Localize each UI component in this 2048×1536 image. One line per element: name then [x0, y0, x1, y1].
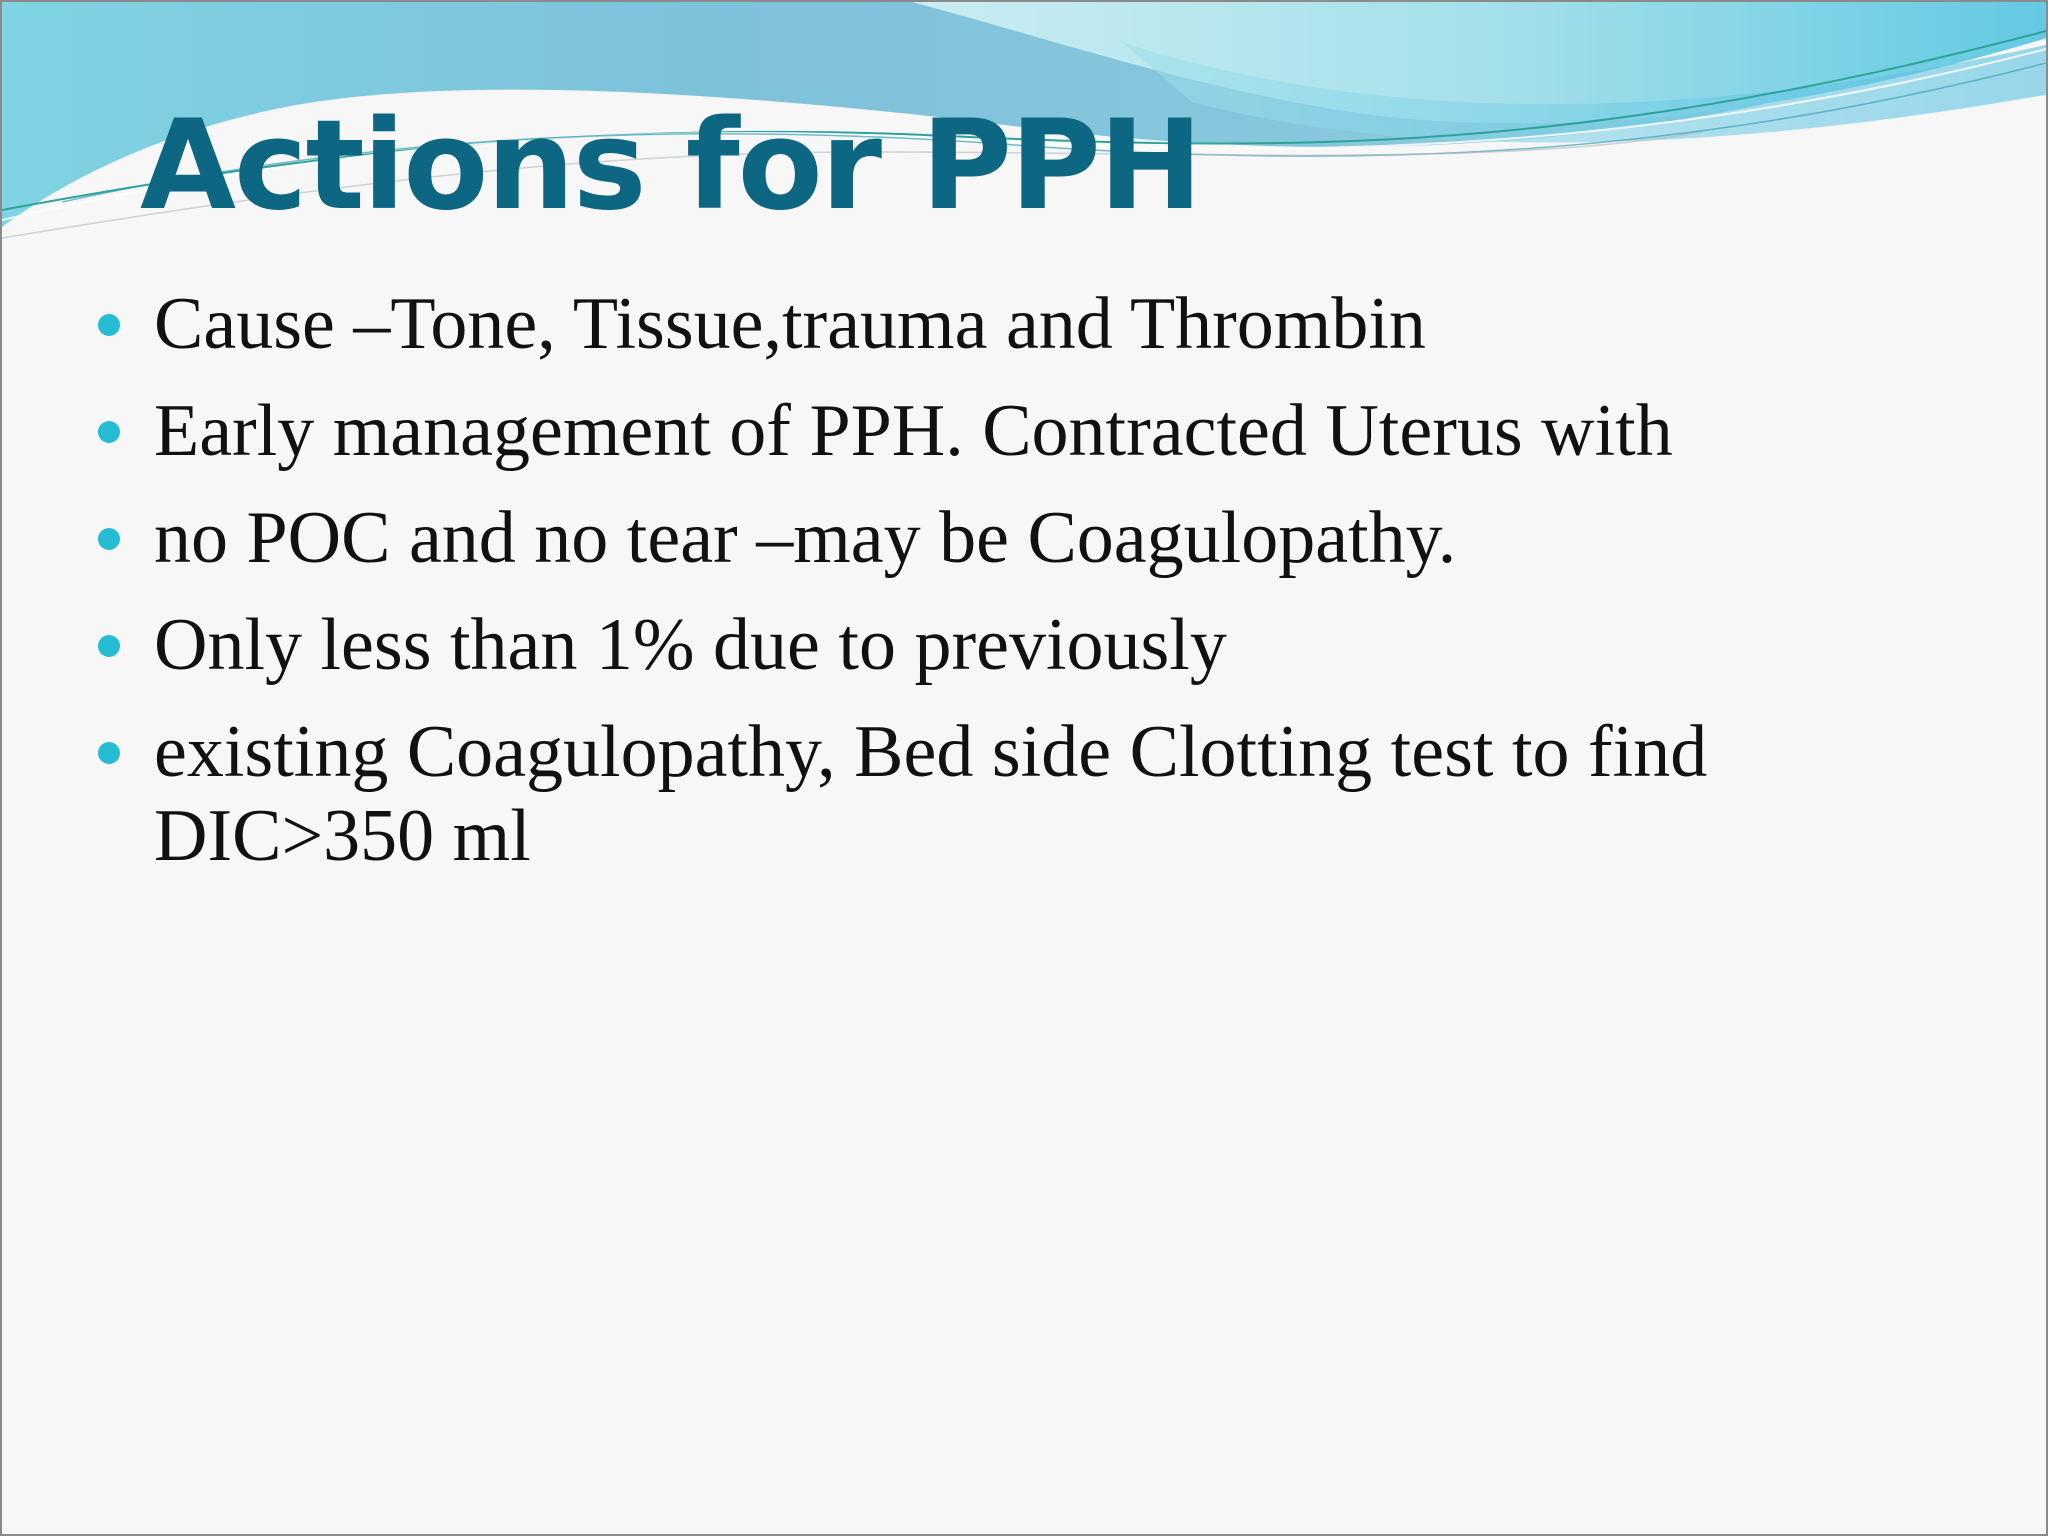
bullet-dot-icon [98, 314, 120, 336]
bullet-dot-icon [98, 635, 120, 657]
slide-title: Actions for PPH [140, 94, 1201, 238]
bullet-text: no POC and no tear –may be Coagulopathy. [154, 497, 1457, 579]
bullet-item [98, 603, 1998, 687]
bullet-dot-icon [98, 742, 120, 764]
bullet-item [98, 282, 1998, 366]
bullet-item [98, 710, 1998, 878]
bullet-text: Only less than 1% due to previously [154, 604, 1227, 686]
bullet-text: existing Coagulopathy, Bed side Clotting test to find DIC>350 ml [154, 711, 1708, 877]
bullet-text: Cause –Tone, Tissue,trauma and Thrombin [154, 283, 1426, 365]
bullet-item [98, 496, 1998, 580]
bullet-list [98, 282, 1998, 901]
bullet-item [98, 389, 1998, 473]
bullet-text: Early management of PPH. Contracted Uterus with [154, 390, 1673, 472]
bullet-dot-icon [98, 421, 120, 443]
bullet-dot-icon [98, 528, 120, 550]
